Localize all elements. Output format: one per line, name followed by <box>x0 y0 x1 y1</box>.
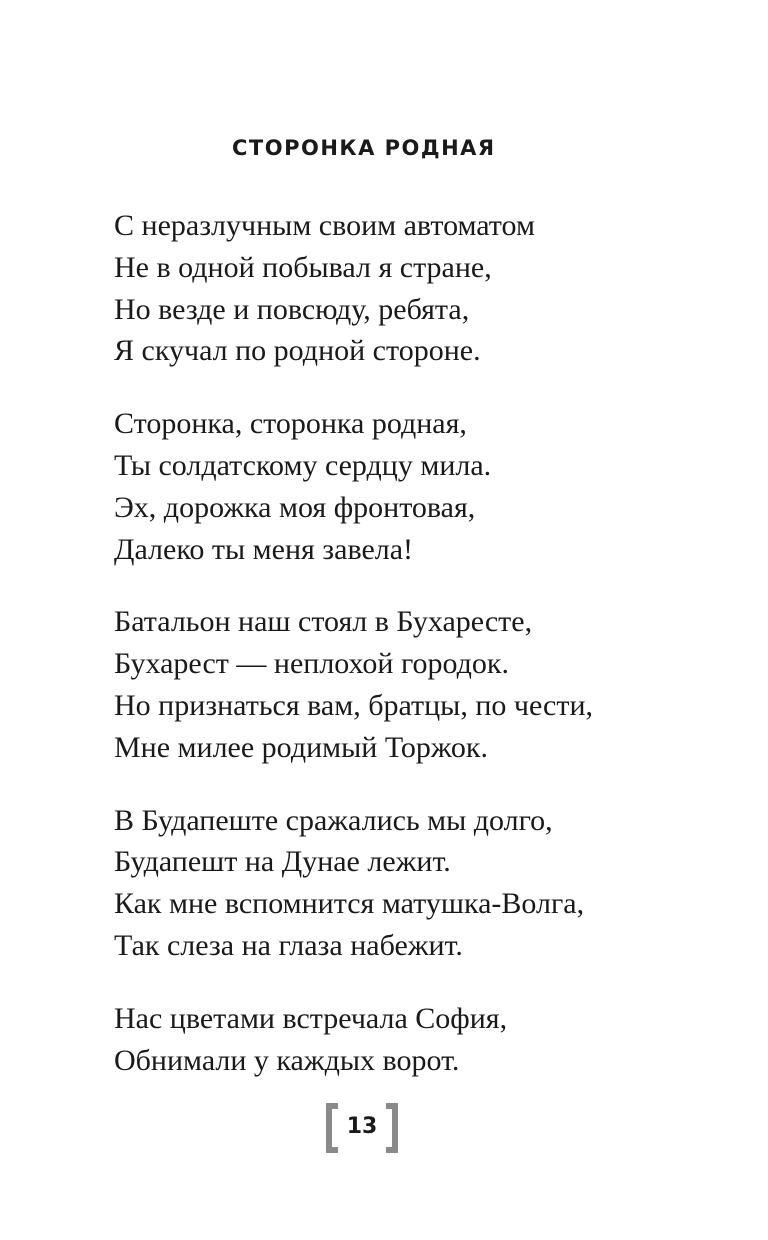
page-number-label: 13 <box>346 1114 378 1139</box>
page-number <box>326 1103 398 1155</box>
poem-line: Как мне вспомнится матушка-Волга, <box>114 887 585 921</box>
poem-title: СТОРОНКА РОДНАЯ <box>232 136 496 160</box>
stanza <box>114 601 714 768</box>
poem-line: Не в одной побывал я стране, <box>114 250 492 284</box>
poem-line: Так слеза на глаза набежит. <box>114 928 463 962</box>
poem-line: Бухарест — неплохой городок. <box>114 647 509 681</box>
poem-line: Но везде и повсюду, ребята, <box>114 292 470 326</box>
poem-line: Но признаться вам, братцы, по чести, <box>114 688 594 722</box>
poem-line: В Будапеште сражались мы долго, <box>114 803 553 837</box>
poem-line: Сторонка, сторонка родная, <box>114 407 467 441</box>
poem-line: Далеко ты меня завела! <box>114 532 414 566</box>
poem-line: Мне милее родимый Торжок. <box>114 730 488 764</box>
poem-line: Ты солдатскому сердцу мила. <box>114 448 492 482</box>
stanza <box>114 998 714 1082</box>
poem-line: Нас цветами встречала София, <box>114 1001 508 1035</box>
poem-line: Батальон наш стоял в Бухаресте, <box>114 605 533 639</box>
poem-line: Будапешт на Дунае лежит. <box>114 845 451 879</box>
poem-line: Я скучал по родной стороне. <box>114 334 481 368</box>
stanza <box>114 800 714 967</box>
right-bracket-icon <box>386 1103 398 1153</box>
stanza <box>114 403 714 570</box>
poem-line: Эх, дорожка моя фронтовая, <box>114 490 476 524</box>
stanza <box>114 205 714 372</box>
poem-line: Обнимали у каждых ворот. <box>114 1043 460 1077</box>
poem-body <box>114 205 714 1112</box>
poem-line: С неразлучным своим автоматом <box>114 209 535 242</box>
